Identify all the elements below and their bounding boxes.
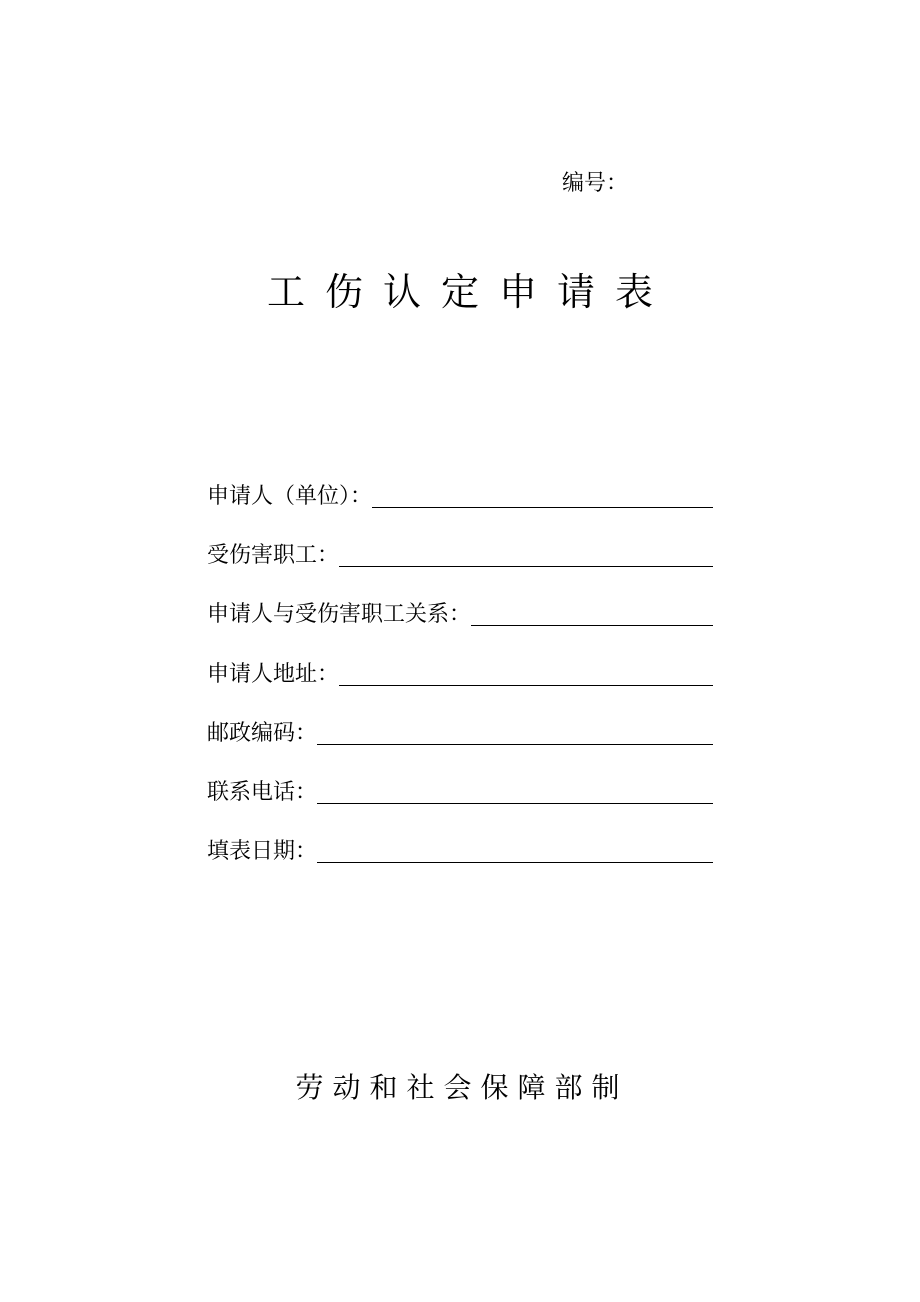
relationship-field: [207, 596, 713, 632]
document-title: 工伤认定申请表: [266, 270, 673, 314]
applicant-input-line[interactable]: [372, 506, 713, 508]
phone-label: 联系电话：: [207, 780, 318, 805]
postal-code-field: [207, 715, 713, 751]
fill-date-input-line[interactable]: [317, 861, 713, 863]
relationship-label: 申请人与受伤害职工关系：: [207, 602, 472, 627]
fill-date-label: 填表日期：: [207, 839, 318, 864]
applicant-address-label: 申请人地址：: [207, 662, 340, 687]
phone-input-line[interactable]: [317, 802, 713, 804]
serial-number-label: 编号：: [562, 171, 629, 196]
postal-code-label: 邮政编码：: [207, 721, 318, 746]
injured-worker-field: [207, 537, 713, 573]
postal-code-input-line[interactable]: [317, 743, 713, 745]
phone-field: [207, 774, 713, 810]
applicant-address-field: [207, 656, 713, 692]
relationship-input-line[interactable]: [471, 624, 713, 626]
issuer-footer: 劳动和社会保障部制: [295, 1071, 629, 1104]
applicant-address-input-line[interactable]: [339, 684, 713, 686]
applicant-label: 申请人（单位）：: [207, 484, 373, 509]
injured-worker-input-line[interactable]: [339, 565, 713, 567]
applicant-field: [207, 478, 713, 514]
fill-date-field: [207, 833, 713, 869]
injured-worker-label: 受伤害职工：: [207, 543, 340, 568]
